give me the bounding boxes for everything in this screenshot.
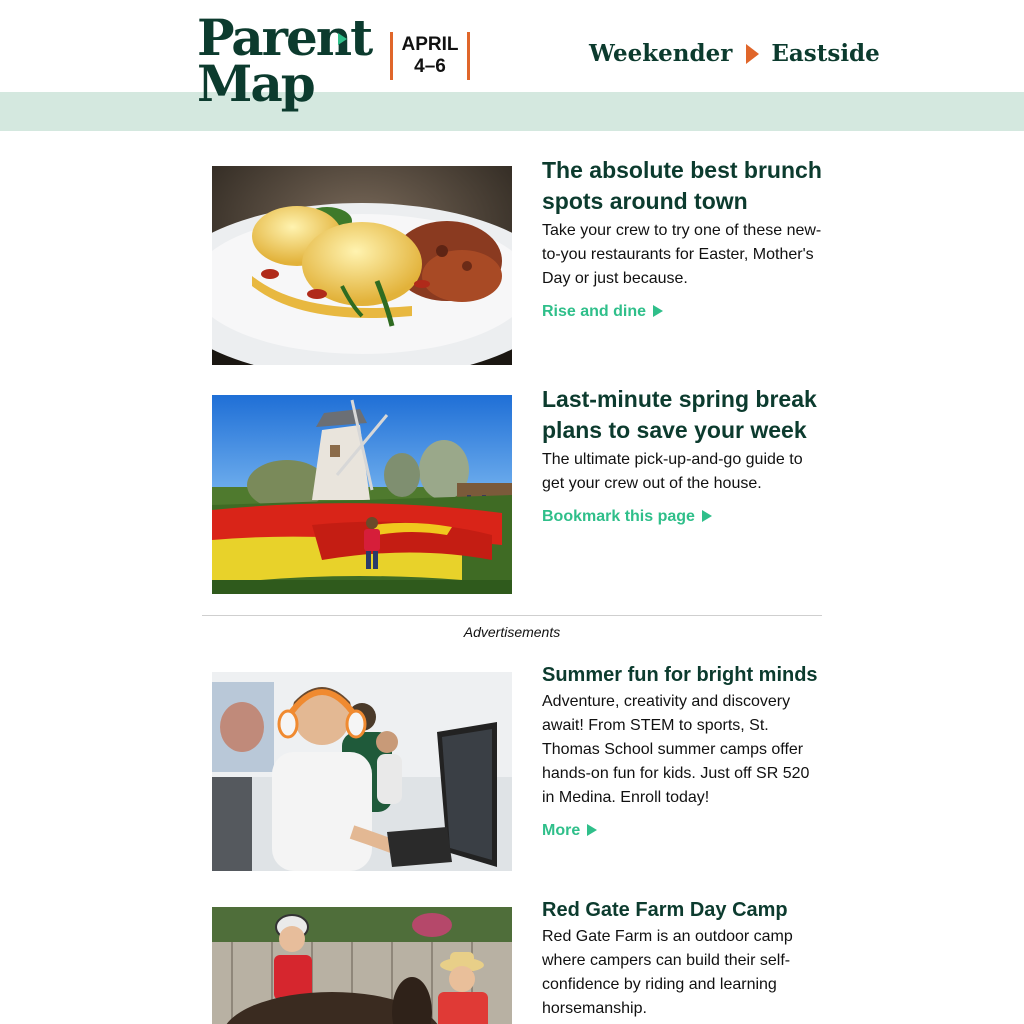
- brunch-photo[interactable]: [212, 166, 512, 365]
- ad-red-gate-farm-content: [542, 897, 822, 1021]
- stem-camp-photo-image: [212, 672, 512, 871]
- logo-line-parent: Parent: [197, 8, 372, 67]
- article-spring-break-content: [542, 384, 822, 529]
- article-description: Take your crew to try one of these new-to-you restaurants for Easter, Mother's Day or just because.: [542, 222, 822, 287]
- more-link[interactable]: [542, 819, 597, 843]
- rise-and-dine-link[interactable]: [542, 300, 663, 324]
- ad-description: Red Gate Farm is an outdoor camp where campers can build their self-confidence by riding and learning horsemanship.: [542, 928, 793, 1017]
- play-arrow-icon: [702, 510, 712, 522]
- parentmap-logo[interactable]: [197, 8, 372, 113]
- ad-description: Adventure, creativity and discovery await! From STEM to sports, St. Thomas School summer camps offer hands-on fun for kids. Just off SR 520 in Medina. Enroll today!: [542, 693, 810, 806]
- article-title[interactable]: Last-minute spring break plans to save your week: [542, 386, 817, 443]
- ad-title[interactable]: Summer fun for bright minds: [542, 664, 818, 686]
- tulip-field-photo-image: [212, 395, 512, 594]
- article-brunch-content: [542, 155, 822, 324]
- play-arrow-icon: [587, 824, 597, 836]
- cta-label: Bookmark this page: [542, 508, 695, 525]
- cta-label: More: [542, 822, 581, 839]
- play-arrow-icon: [653, 305, 663, 317]
- arrow-right-icon: [746, 44, 759, 64]
- ad-stem-camp-content: [542, 662, 822, 843]
- advertisements-label: Advertisements: [463, 624, 561, 640]
- article-description: The ultimate pick-up-and-go guide to get your crew out of the house.: [542, 451, 803, 492]
- header-band: [0, 92, 1024, 131]
- issue-date: [390, 32, 470, 80]
- bookmark-this-page-link[interactable]: [542, 505, 712, 529]
- issue-date-month: APRIL: [401, 34, 459, 55]
- ad-title[interactable]: Red Gate Farm Day Camp: [542, 899, 788, 921]
- edition-region: Eastside: [771, 40, 880, 67]
- edition-label: [589, 36, 880, 72]
- logo-line-map: Map: [197, 54, 314, 113]
- cta-label: Rise and dine: [542, 303, 647, 320]
- article-title[interactable]: The absolute best brunch spots around town: [542, 157, 822, 214]
- brunch-photo-image: [212, 166, 512, 365]
- horse-camp-photo-image: [212, 907, 512, 1024]
- logo-triangle-icon: [338, 33, 347, 45]
- tulip-field-photo[interactable]: [212, 395, 512, 594]
- edition-name: Weekender: [589, 40, 733, 67]
- horse-camp-photo[interactable]: [212, 907, 512, 1024]
- stem-camp-photo[interactable]: [212, 672, 512, 871]
- section-divider: [202, 615, 822, 616]
- issue-date-days: 4–6: [414, 56, 446, 77]
